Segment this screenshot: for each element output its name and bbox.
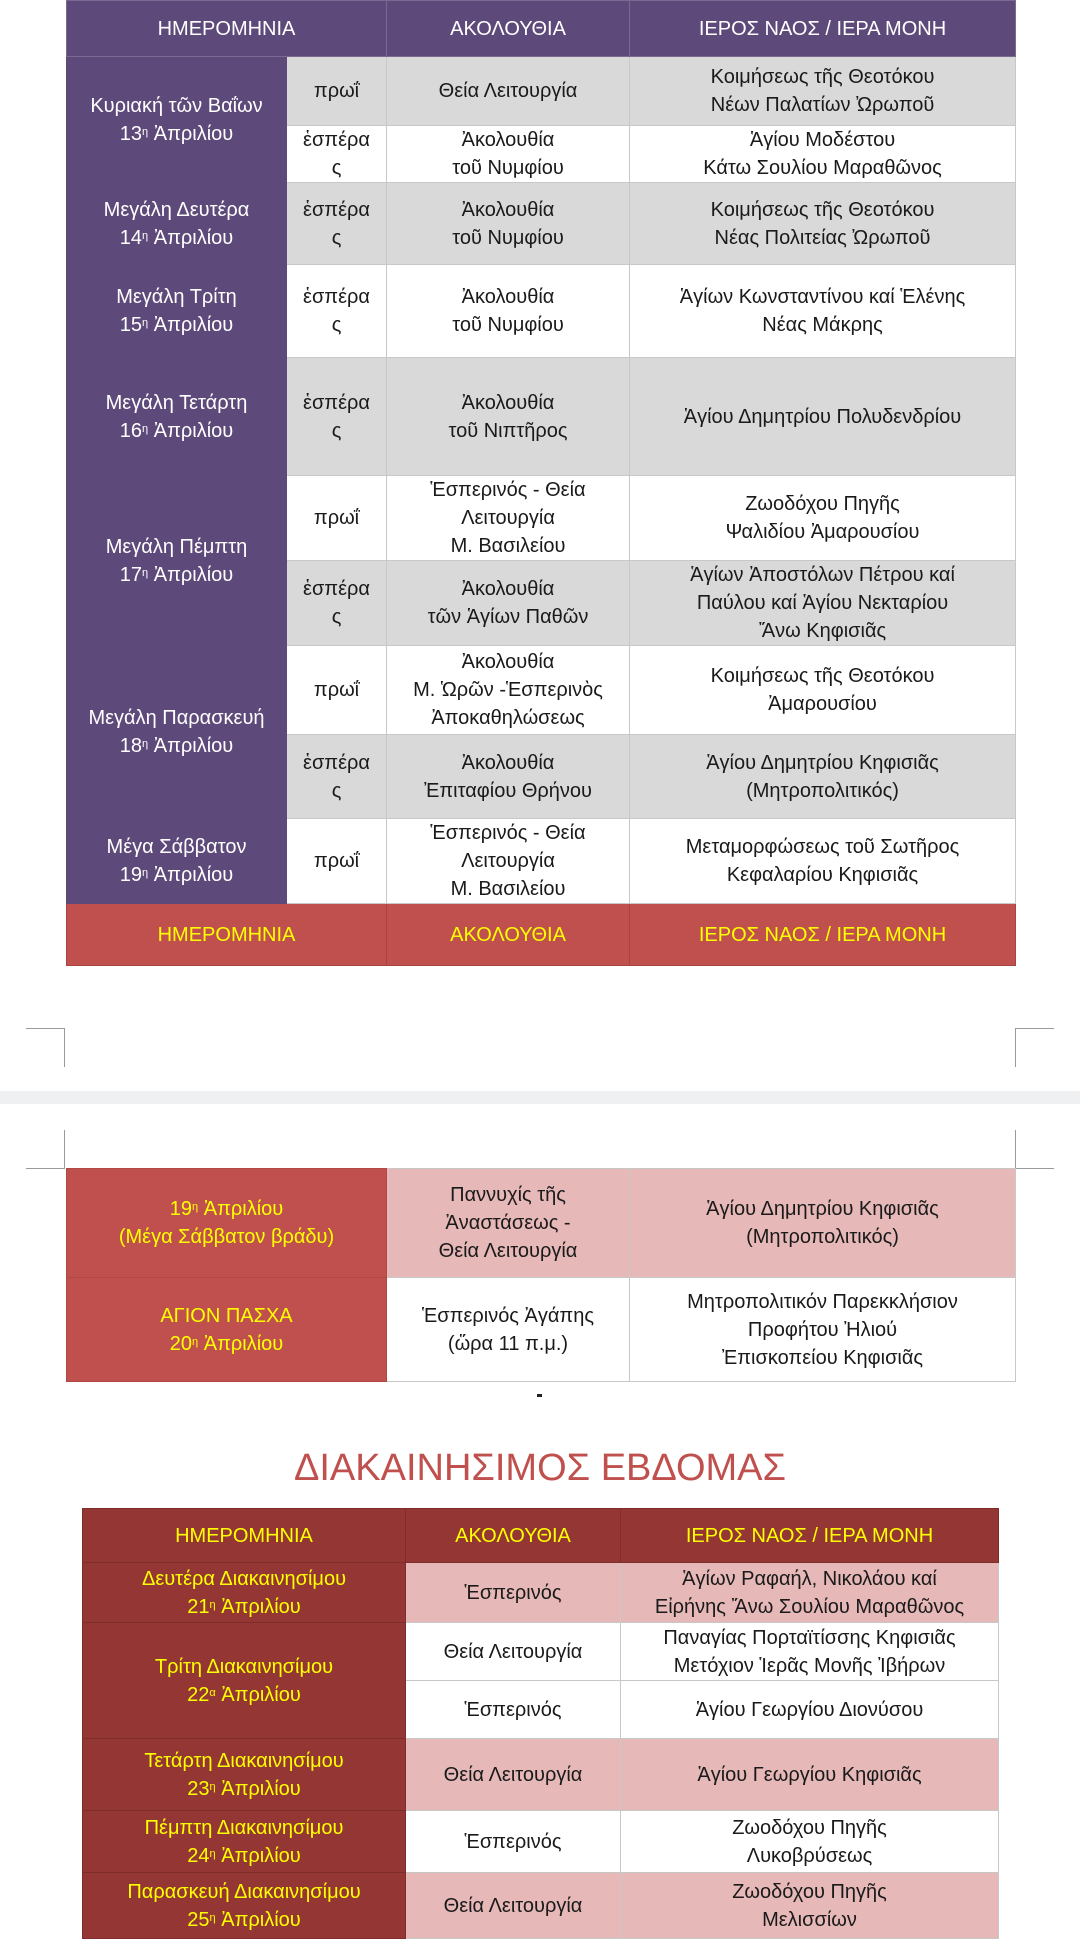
date-cell [83,1623,406,1739]
church-cell: Κοιμήσεως τῆς Θεοτόκου Νέων Παλατίων Ὠρωποῦ [630,57,1016,126]
church-cell: Ἁγίου Δημητρίου Κηφισιᾶς (Μητροπολιτικός) [630,1169,1016,1278]
date-cell [67,819,287,904]
day-number: 16 [119,419,143,442]
page-break [0,1091,1080,1104]
header-service: ΑΚΟΛΟΥΘΙΑ [387,1,630,57]
day-name: Μεγάλη Πέμπτη [105,535,248,558]
table-row [67,57,1016,126]
church-cell: Ἁγίου Γεωργίου Κηφισιᾶς [621,1739,999,1811]
date-cell [67,1278,387,1382]
ordinal-suffix: η [142,566,149,579]
time-cell: πρωΐ [287,476,387,561]
date-cell [67,1169,387,1278]
table-row [83,1563,999,1623]
holy-week-table [66,0,1016,966]
ordinal-suffix: η [142,229,149,242]
day-note: (Μέγα Σάββατον βράδυ) [118,1226,335,1248]
month: Ἀπριλίου [215,1844,301,1867]
table-row [83,1623,999,1681]
date-cell [83,1563,406,1623]
date-cell [67,265,287,358]
time-cell: πρωΐ [287,57,387,126]
service-cell: Ἀκολουθία τῶν Ἁγίων Παθῶν [387,561,630,646]
ordinal-suffix: η [192,1201,199,1213]
page-corner-mark [1015,1028,1054,1067]
ordinal-suffix: η [142,738,149,750]
church-cell: Κοιμήσεως τῆς Θεοτόκου Ἀμαρουσίου [630,646,1016,735]
page-corner-mark [26,1028,65,1067]
church-cell: Μεταμορφώσεως τοῦ Σωτῆρος Κεφαλαρίου Κηφισιᾶς [630,819,1016,904]
ordinal-suffix: η [209,1780,216,1793]
service-cell: Ἀκολουθία Μ. Ὡρῶν -Ἑσπερινὸς Ἀποκαθηλώσεως [387,646,630,735]
table-row [67,183,1016,265]
church-cell: Ἁγίου Γεωργίου Διονύσου [621,1681,999,1739]
day-name: Παρασκευή Διακαινησίμου [127,1880,361,1903]
date-cell [83,1873,406,1939]
service-cell: Θεία Λειτουργία [387,57,630,126]
date-cell [67,57,287,183]
date-cell [67,646,287,819]
time-cell: ἑσπέρα ς [287,126,387,183]
service-cell: Θεία Λειτουργία [406,1739,621,1811]
bright-week-title: ΔΙΑΚΑΙΝΗΣΙΜΟΣ ΕΒΔΟΜΑΣ [293,1447,787,1489]
day-name: Τετάρτη Διακαινησίμου [144,1749,344,1772]
church-cell: Ἁγίου Μοδέστου Κάτω Σουλίου Μαραθῶνος [630,126,1016,183]
church-cell: Ἁγίου Δημητρίου Πολυδενδρίου [630,358,1016,476]
time-cell: ἑσπέρα ς [287,183,387,265]
header-date: ΗΜΕΡΟΜΗΝΙΑ [67,1,387,57]
service-cell: Ἀκολουθία τοῦ Νυμφίου [387,183,630,265]
day-number: 18 [119,735,143,757]
day-name: Μεγάλη Τετάρτη [105,391,248,414]
table-row [67,265,1016,358]
day-number: 19 [119,864,143,886]
table-row [83,1811,999,1873]
footer-date: ΗΜΕΡΟΜΗΝΙΑ [67,904,387,966]
service-cell: Ἑσπερινός [406,1563,621,1623]
service-cell: Ἑσπερινός [406,1681,621,1739]
header-church: ΙΕΡΟΣ ΝΑΟΣ / ΙΕΡΑ ΜΟΝΗ [630,1,1016,57]
church-cell: Κοιμήσεως τῆς Θεοτόκου Νέας Πολιτείας Ὠρωποῦ [630,183,1016,265]
day-number: 14 [119,226,143,249]
service-cell: Θεία Λειτουργία [406,1623,621,1681]
ordinal-suffix: η [142,422,149,435]
day-number: 13 [119,122,143,145]
table-row [67,1278,1016,1382]
ordinal-suffix: α [209,1686,216,1699]
day-number: 17 [119,563,143,586]
month: Ἀπριλίου [215,1908,301,1931]
month: Ἀπριλίου [148,864,234,886]
table-row [83,1739,999,1811]
day-name: Δευτέρα Διακαινησίμου [141,1567,347,1590]
time-cell: πρωΐ [287,819,387,904]
church-cell: Μητροπολιτικόν Παρεκκλήσιον Προφήτου Ἠλιού Ἐπισκοπείου Κηφισιᾶς [630,1278,1016,1382]
month: Ἀπριλίου [215,1777,301,1800]
footer-service: ΑΚΟΛΟΥΘΙΑ [387,904,630,966]
ordinal-suffix: η [209,1598,216,1611]
dash-mark [537,1394,542,1397]
date-cell [67,183,287,265]
header-date: ΗΜΕΡΟΜΗΝΙΑ [83,1509,406,1563]
church-cell: Ζωοδόχου Πηγῆς Μελισσίων [621,1873,999,1939]
header-church: ΙΕΡΟΣ ΝΑΟΣ / ΙΕΡΑ ΜΟΝΗ [621,1509,999,1563]
month: Ἀπριλίου [148,563,234,586]
ordinal-suffix: η [209,1847,216,1860]
time-cell: ἑσπέρα ς [287,358,387,476]
table-row [67,358,1016,476]
church-cell: Ἁγίου Δημητρίου Κηφισιᾶς (Μητροπολιτικός) [630,735,1016,819]
service-cell: Ἀκολουθία τοῦ Νυμφίου [387,265,630,358]
date-cell [83,1739,406,1811]
day-number: 21 [187,1595,210,1618]
page-corner-mark [26,1130,65,1169]
ordinal-suffix: η [142,317,149,329]
date-cell [83,1811,406,1873]
header-row [67,1,1016,57]
church-cell: Ζωοδόχου Πηγῆς Λυκοβρύσεως [621,1811,999,1873]
table-row [67,476,1016,561]
day-name: Μεγάλη Δευτέρα [103,198,250,221]
day-name: ΑΓΙΟΝ ΠΑΣΧΑ [160,1304,293,1327]
day-number: 20 [169,1332,193,1355]
month: Ἀπριλίου [198,1332,284,1355]
day-number: 15 [119,314,143,336]
month: Ἀπριλίου [148,122,234,145]
footer-row [67,904,1016,966]
month: Ἀπριλίου [148,226,234,249]
service-cell: Παννυχίς τῆς Ἀναστάσεως - Θεία Λειτουργία [387,1169,630,1278]
ordinal-suffix: η [209,1911,216,1924]
day-name: Πέμπτη Διακαινησίμου [144,1816,344,1839]
day-name: Μέγα Σάββατον [106,836,247,858]
day-number: 24 [187,1844,210,1867]
service-cell: Ἀκολουθία τοῦ Νυμφίου [387,126,630,183]
date-cell [67,358,287,476]
time-cell: ἑσπέρα ς [287,735,387,819]
bright-week-table [82,1508,999,1939]
day-number: 23 [187,1777,210,1800]
ordinal-suffix: η [192,1335,199,1348]
service-cell: Ἀκολουθία Ἐπιταφίου Θρήνου [387,735,630,819]
day-name: Μεγάλη Παρασκευή [88,707,265,729]
ordinal-suffix: η [142,867,149,879]
church-cell: Ἁγίων Ραφαήλ, Νικολάου καί Εἰρήνης Ἄνω Σουλίου Μαραθῶνος [621,1563,999,1623]
time-cell: ἑσπέρα ς [287,265,387,358]
church-cell: Ἁγίων Κωνσταντίνου καί Ἑλένης Νέας Μάκρης [630,265,1016,358]
service-cell: Θεία Λειτουργία [406,1873,621,1939]
header-row [83,1509,999,1563]
day-number: 19 [169,1198,193,1220]
day-number: 22 [187,1683,210,1706]
month: Ἀπριλίου [215,1595,301,1618]
service-cell: Ἑσπερινός - Θεία Λειτουργία Μ. Βασιλείου [387,819,630,904]
time-cell: ἑσπέρα ς [287,561,387,646]
table-row [67,819,1016,904]
month: Ἀπριλίου [148,314,234,336]
day-number: 25 [187,1908,210,1931]
footer-church: ΙΕΡΟΣ ΝΑΟΣ / ΙΕΡΑ ΜΟΝΗ [630,904,1016,966]
service-cell: Ἑσπερινός - Θεία Λειτουργία Μ. Βασιλείου [387,476,630,561]
table-row [83,1873,999,1939]
table-row [67,1169,1016,1278]
page-corner-mark [1015,1130,1054,1169]
church-cell: Παναγίας Πορταϊτίσσης Κηφισιᾶς Μετόχιον Ἱερᾶς Μονῆς Ἰβήρων [621,1623,999,1681]
month: Ἀπριλίου [148,419,234,442]
day-name: Κυριακή τῶν Βαΐων [90,94,263,117]
church-cell: Ἁγίων Ἀποστόλων Πέτρου καί Παύλου καί Ἁγίου Νεκταρίου Ἄνω Κηφισιᾶς [630,561,1016,646]
table-row [67,646,1016,735]
service-cell: Ἑσπερινός [406,1811,621,1873]
service-cell: Ἑσπερινός Ἀγάπης (ὥρα 11 π.μ.) [387,1278,630,1382]
day-name: Μεγάλη Τρίτη [116,286,237,308]
church-cell: Ζωοδόχου Πηγῆς Ψαλιδίου Ἀμαρουσίου [630,476,1016,561]
header-service: ΑΚΟΛΟΥΘΙΑ [406,1509,621,1563]
month: Ἀπριλίου [148,735,234,757]
time-cell: πρωΐ [287,646,387,735]
day-name: Τρίτη Διακαινησίμου [154,1655,334,1678]
easter-table [66,1168,1016,1382]
service-cell: Ἀκολουθία τοῦ Νιπτῆρος [387,358,630,476]
ordinal-suffix: η [142,125,149,138]
date-cell [67,476,287,646]
month: Ἀπριλίου [215,1683,301,1706]
month: Ἀπριλίου [198,1198,284,1220]
